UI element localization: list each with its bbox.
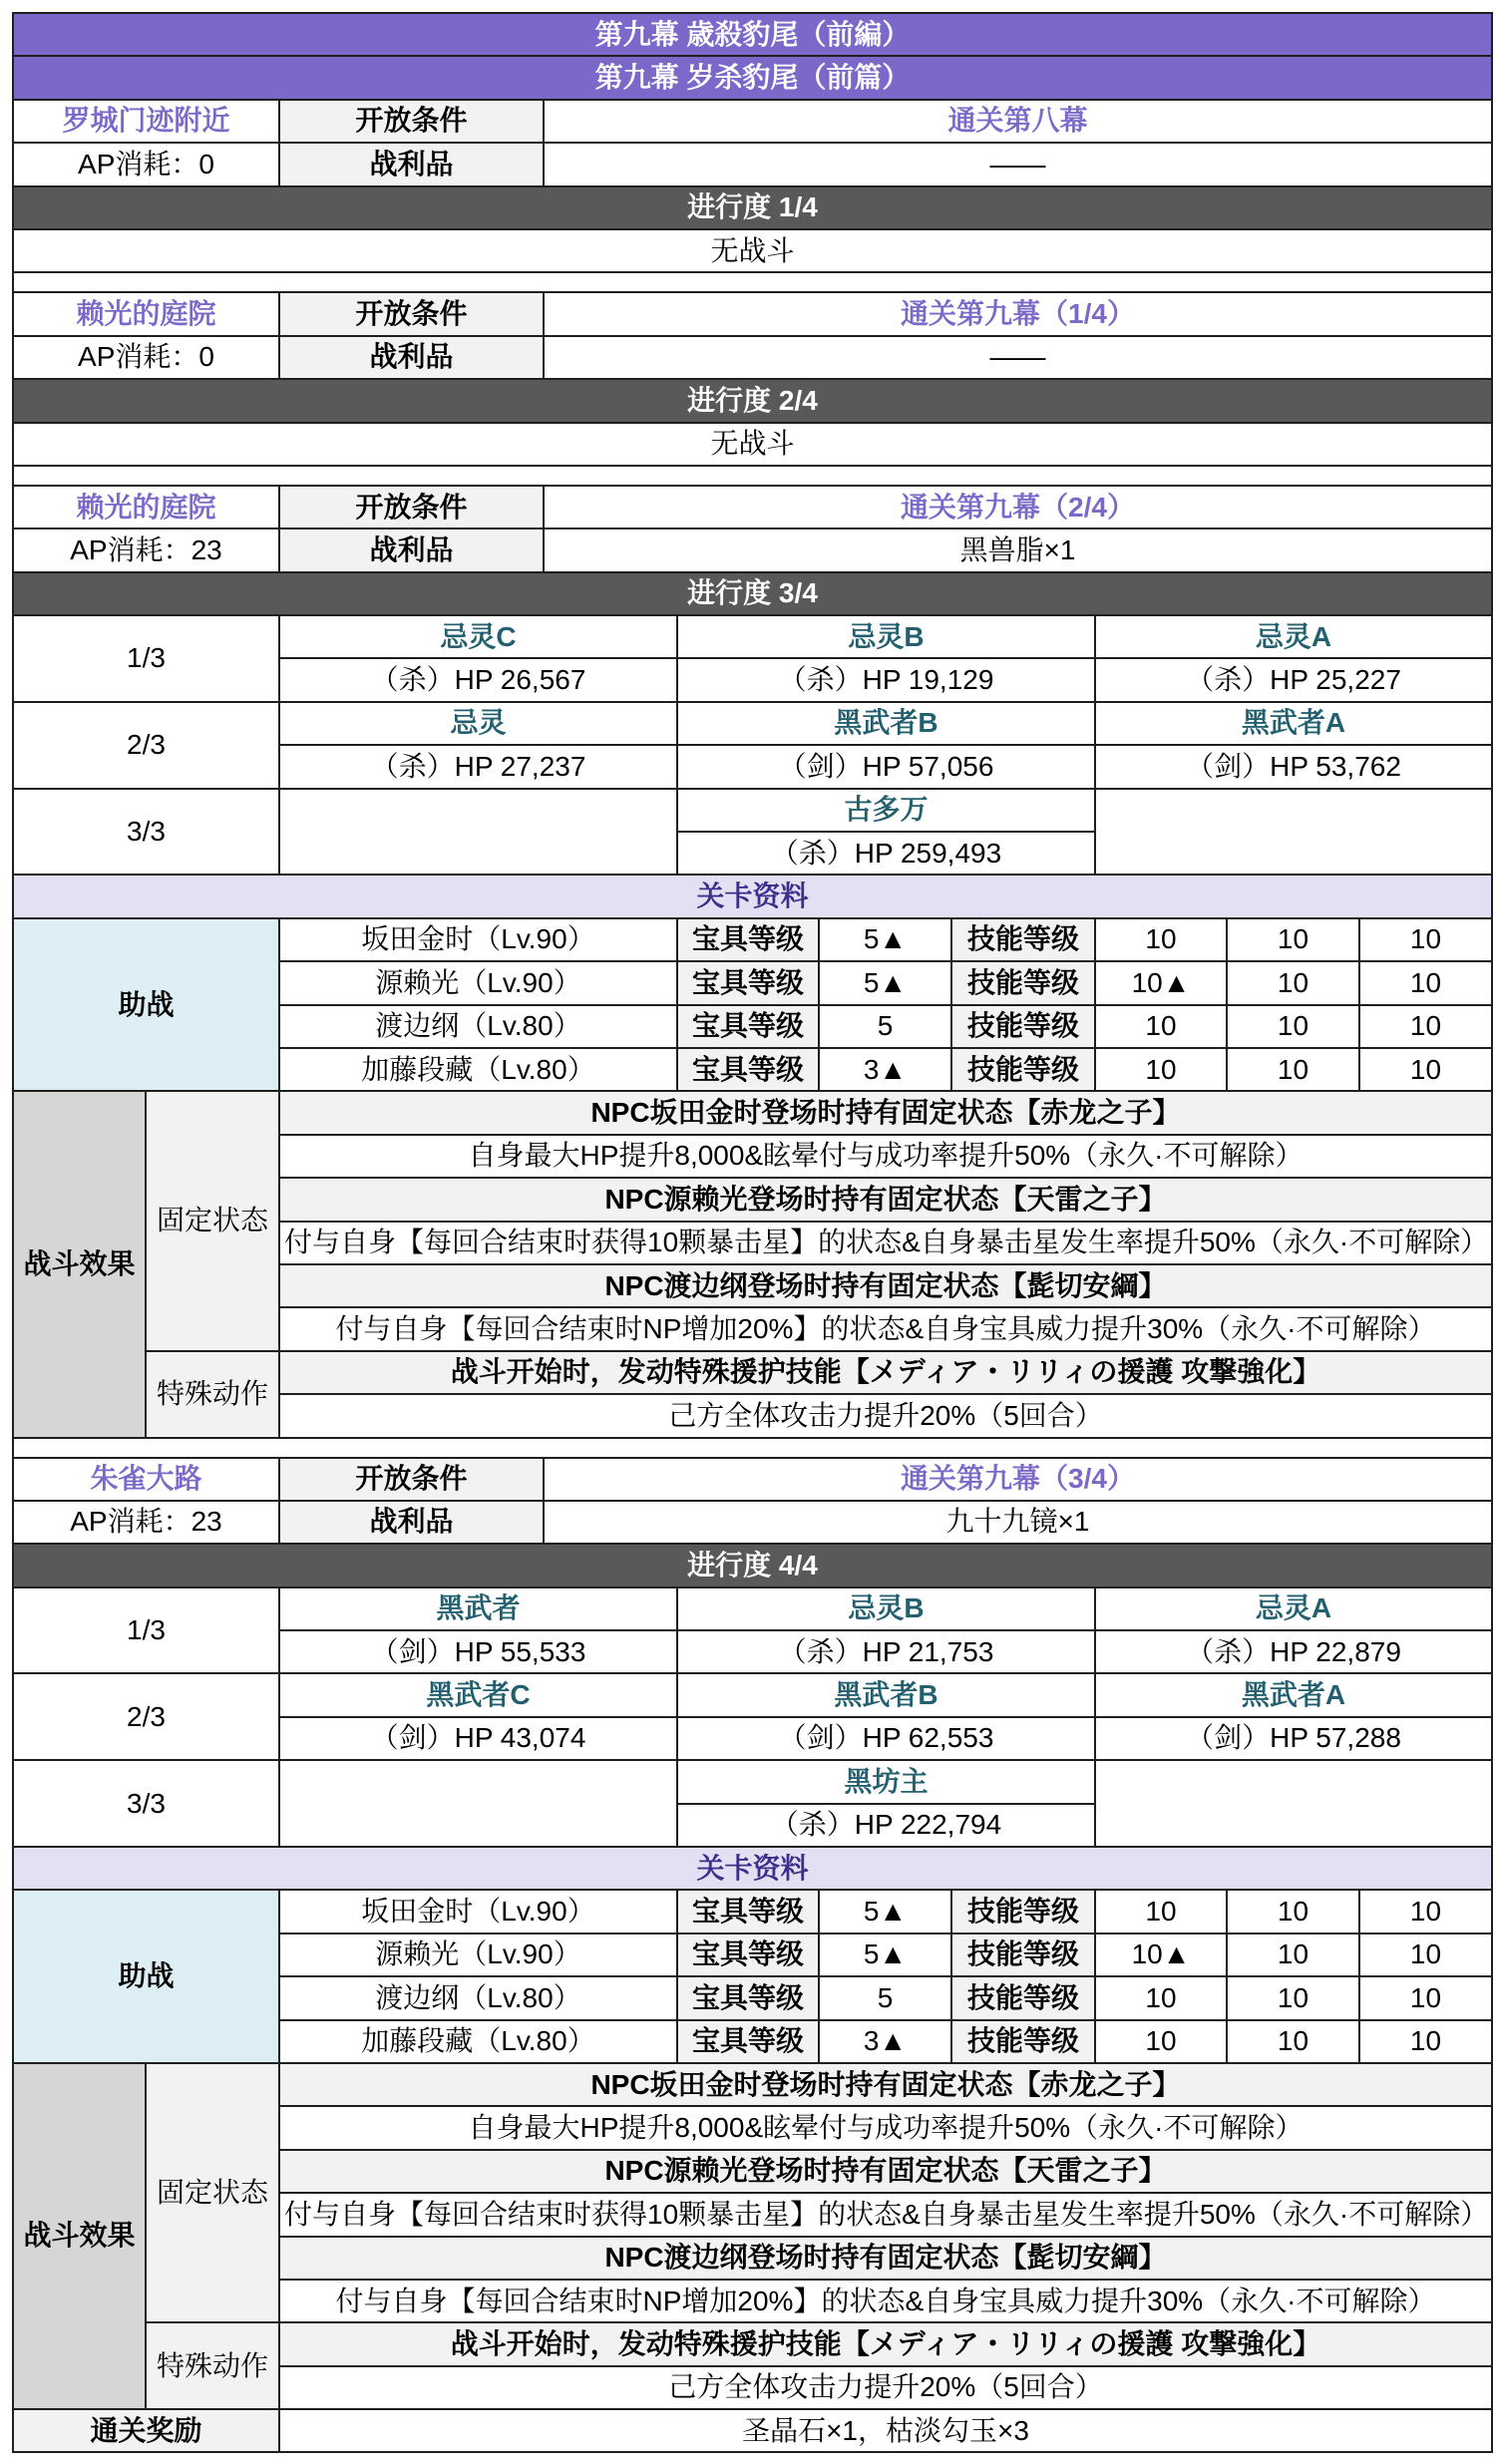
quest-2-header-row: [13, 292, 1492, 335]
np-level-label: 宝具等级: [677, 1005, 819, 1048]
np-level-label: 宝具等级: [677, 961, 819, 1004]
support-name: 坂田金时（Lv.90）: [279, 918, 677, 961]
drops-value: ——: [544, 336, 1492, 379]
quest-1-battle-row: [13, 229, 1492, 272]
skill-3-level: 10: [1359, 1890, 1492, 1933]
quest-1-ap-row: [13, 143, 1492, 185]
skill-1-level: 10: [1095, 1890, 1227, 1933]
open-condition-value: 通关第九幕（1/4）: [544, 292, 1492, 335]
enemy-name: 黑武者C: [279, 1673, 677, 1716]
spacer-row: [13, 272, 1492, 292]
progress-header: 进行度 1/4: [13, 186, 1492, 229]
quest-location: 赖光的庭院: [13, 486, 279, 528]
effect-title: NPC渡边纲登场时持有固定状态【髭切安綱】: [279, 2237, 1492, 2280]
wave-name-row: [13, 702, 1492, 745]
drops-value: 九十九镜×1: [544, 1501, 1492, 1544]
enemy-name: 黑武者A: [1095, 1673, 1492, 1716]
drops-label: 战利品: [279, 528, 544, 571]
effect-title: NPC坂田金时登场时持有固定状态【赤龙之子】: [279, 2063, 1492, 2106]
np-level-value: 3▲: [819, 2020, 951, 2063]
wave-label: 1/3: [13, 1587, 279, 1674]
np-level-label: 宝具等级: [677, 918, 819, 961]
wave-label: 2/3: [13, 1673, 279, 1760]
skill-2-level: 10: [1227, 918, 1359, 961]
effect-title: NPC源赖光登场时持有固定状态【天雷之子】: [279, 2150, 1492, 2193]
skill-3-level: 10: [1359, 1976, 1492, 2019]
quest-1-progress-row: [13, 186, 1492, 229]
enemy-stats: （剑）HP 55,533: [279, 1630, 677, 1673]
effect-title: NPC渡边纲登场时持有固定状态【髭切安綱】: [279, 1264, 1492, 1307]
spacer-row: [13, 1438, 1492, 1458]
empty-enemy-slot: [279, 1760, 677, 1847]
enemy-name: 忌灵B: [677, 1587, 1095, 1630]
enemy-stats: （杀）HP 26,567: [279, 658, 677, 701]
open-condition-value: 通关第九幕（3/4）: [544, 1458, 1492, 1501]
skill-2-level: 10: [1227, 961, 1359, 1004]
np-level-value: 3▲: [819, 1048, 951, 1091]
support-name: 加藤段藏（Lv.80）: [279, 1048, 677, 1091]
enemy-stats: （剑）HP 62,553: [677, 1717, 1095, 1760]
skill-2-level: 10: [1227, 1890, 1359, 1933]
enemy-stats: （杀）HP 27,237: [279, 745, 677, 788]
quest-1-header-row: [13, 100, 1492, 143]
progress-header: 进行度 4/4: [13, 1544, 1492, 1586]
ap-cost: AP消耗：23: [13, 528, 279, 571]
skill-2-level: 10: [1227, 1005, 1359, 1048]
enemy-stats: （杀）HP 22,879: [1095, 1630, 1492, 1673]
effect-description: 付与自身【每回合结束时获得10颗暴击星】的状态&自身暴击星发生率提升50%（永久·不可解除）: [279, 1222, 1492, 1264]
np-level-value: 5▲: [819, 961, 951, 1004]
special-action-label: 特殊动作: [146, 2322, 279, 2409]
drops-label: 战利品: [279, 143, 544, 185]
support-row: [13, 918, 1492, 961]
level-info-row: [13, 1847, 1492, 1890]
np-level-value: 5▲: [819, 918, 951, 961]
effect-description: 付与自身【每回合结束时NP增加20%】的状态&自身宝具威力提升30%（永久·不可解除）: [279, 1307, 1492, 1350]
support-label: 助战: [13, 918, 279, 1092]
spacer-cell: [13, 466, 1492, 486]
effect-title: 战斗开始时，发动特殊援护技能【メディア・リリィの援護 攻撃強化】: [279, 2322, 1492, 2365]
skill-level-label: 技能等级: [951, 961, 1095, 1004]
effect-row: [13, 2322, 1492, 2365]
effect-title: 战斗开始时，发动特殊援护技能【メディア・リリィの援護 攻撃強化】: [279, 1351, 1492, 1394]
support-label: 助战: [13, 1890, 279, 2063]
enemy-stats: （剑）HP 57,288: [1095, 1717, 1492, 1760]
skill-3-level: 10: [1359, 961, 1492, 1004]
enemy-name: 忌灵A: [1095, 615, 1492, 658]
skill-2-level: 10: [1227, 1976, 1359, 2019]
support-name: 源赖光（Lv.90）: [279, 1934, 677, 1976]
quest-4-ap-row: [13, 1501, 1492, 1544]
drops-value: ——: [544, 143, 1492, 185]
boss-name: 黑坊主: [677, 1760, 1095, 1803]
fixed-state-label: 固定状态: [146, 2063, 279, 2322]
progress-header: 进行度 2/4: [13, 379, 1492, 422]
effect-row: [13, 2063, 1492, 2106]
support-name: 坂田金时（Lv.90）: [279, 1890, 677, 1933]
special-action-label: 特殊动作: [146, 1351, 279, 1438]
np-level-label: 宝具等级: [677, 2020, 819, 2063]
enemy-stats: （杀）HP 25,227: [1095, 658, 1492, 701]
wave-name-row: [13, 1760, 1492, 1803]
spacer-row: [13, 466, 1492, 486]
skill-level-label: 技能等级: [951, 1976, 1095, 2019]
empty-enemy-slot: [279, 789, 677, 876]
wave-label: 1/3: [13, 615, 279, 702]
battle-info: 无战斗: [13, 229, 1492, 272]
np-level-value: 5▲: [819, 1934, 951, 1976]
support-name: 渡边纲（Lv.80）: [279, 1976, 677, 2019]
enemy-stats: （剑）HP 53,762: [1095, 745, 1492, 788]
quest-location: 赖光的庭院: [13, 292, 279, 335]
enemy-stats: （剑）HP 57,056: [677, 745, 1095, 788]
effect-row: [13, 1351, 1492, 1394]
enemy-name: 忌灵B: [677, 615, 1095, 658]
quest-3-ap-row: [13, 528, 1492, 571]
effect-description: 自身最大HP提升8,000&眩晕付与成功率提升50%（永久·不可解除）: [279, 1135, 1492, 1178]
boss-name: 古多万: [677, 789, 1095, 832]
battle-effects-label: 战斗效果: [13, 1091, 146, 1437]
enemy-name: 忌灵A: [1095, 1587, 1492, 1630]
level-info-header: 关卡资料: [13, 1847, 1492, 1890]
support-name: 源赖光（Lv.90）: [279, 961, 677, 1004]
clear-reward-row: [13, 2409, 1492, 2452]
skill-level-label: 技能等级: [951, 1934, 1095, 1976]
ap-cost: AP消耗：23: [13, 1501, 279, 1544]
wave-label: 2/3: [13, 702, 279, 789]
effect-description: 付与自身【每回合结束时NP增加20%】的状态&自身宝具威力提升30%（永久·不可解除）: [279, 2280, 1492, 2322]
wave-name-row: [13, 1673, 1492, 1716]
open-condition-label: 开放条件: [279, 486, 544, 528]
skill-3-level: 10: [1359, 1934, 1492, 1976]
skill-1-level: 10: [1095, 2020, 1227, 2063]
open-condition-value: 通关第八幕: [544, 100, 1492, 143]
np-level-label: 宝具等级: [677, 1048, 819, 1091]
effect-description: 自身最大HP提升8,000&眩晕付与成功率提升50%（永久·不可解除）: [279, 2106, 1492, 2149]
drops-value: 黑兽脂×1: [544, 528, 1492, 571]
effect-title: NPC坂田金时登场时持有固定状态【赤龙之子】: [279, 1091, 1492, 1134]
effect-description: 付与自身【每回合结束时获得10颗暴击星】的状态&自身暴击星发生率提升50%（永久·不可解除）: [279, 2193, 1492, 2236]
np-level-value: 5▲: [819, 1890, 951, 1933]
progress-header: 进行度 3/4: [13, 572, 1492, 615]
spacer-cell: [13, 272, 1492, 292]
skill-2-level: 10: [1227, 1934, 1359, 1976]
enemy-stats: （杀）HP 21,753: [677, 1630, 1095, 1673]
quest-guide-table: [12, 12, 1493, 2453]
quest-2-progress-row: [13, 379, 1492, 422]
open-condition-label: 开放条件: [279, 1458, 544, 1501]
effect-description: 己方全体攻击力提升20%（5回合）: [279, 2366, 1492, 2409]
skill-2-level: 10: [1227, 2020, 1359, 2063]
wave-name-row: [13, 789, 1492, 832]
skill-1-level: 10▲: [1095, 1934, 1227, 1976]
quest-location: 罗城门迹附近: [13, 100, 279, 143]
skill-3-level: 10: [1359, 1005, 1492, 1048]
support-name: 渡边纲（Lv.80）: [279, 1005, 677, 1048]
drops-label: 战利品: [279, 1501, 544, 1544]
enemy-name: 黑武者: [279, 1587, 677, 1630]
skill-level-label: 技能等级: [951, 2020, 1095, 2063]
quest-3-header-row: [13, 486, 1492, 528]
quest-4-progress-row: [13, 1544, 1492, 1586]
skill-level-label: 技能等级: [951, 1005, 1095, 1048]
drops-label: 战利品: [279, 336, 544, 379]
ap-cost: AP消耗：0: [13, 143, 279, 185]
quest-4-header-row: [13, 1458, 1492, 1501]
spacer-cell: [13, 1438, 1492, 1458]
skill-level-label: 技能等级: [951, 1048, 1095, 1091]
effect-title: NPC源赖光登场时持有固定状态【天雷之子】: [279, 1178, 1492, 1221]
quest-3-progress-row: [13, 572, 1492, 615]
battle-info: 无战斗: [13, 423, 1492, 466]
skill-1-level: 10: [1095, 1048, 1227, 1091]
enemy-name: 黑武者B: [677, 702, 1095, 745]
skill-3-level: 10: [1359, 918, 1492, 961]
wave-label: 3/3: [13, 789, 279, 876]
support-row: [13, 1890, 1492, 1933]
skill-1-level: 10: [1095, 918, 1227, 961]
boss-stats: （杀）HP 222,794: [677, 1804, 1095, 1847]
title-row-cn: [13, 56, 1492, 99]
fixed-state-label: 固定状态: [146, 1091, 279, 1350]
np-level-label: 宝具等级: [677, 1934, 819, 1976]
clear-reward-value: 圣晶石×1，枯淡勾玉×3: [279, 2409, 1492, 2452]
enemy-name: 忌灵C: [279, 615, 677, 658]
np-level-label: 宝具等级: [677, 1976, 819, 2019]
open-condition-label: 开放条件: [279, 292, 544, 335]
title-row-jp: [13, 13, 1492, 56]
open-condition-label: 开放条件: [279, 100, 544, 143]
skill-3-level: 10: [1359, 2020, 1492, 2063]
clear-reward-label: 通关奖励: [13, 2409, 279, 2452]
boss-stats: （杀）HP 259,493: [677, 832, 1095, 875]
quest-location: 朱雀大路: [13, 1458, 279, 1501]
quest-2-battle-row: [13, 423, 1492, 466]
skill-level-label: 技能等级: [951, 918, 1095, 961]
enemy-stats: （杀）HP 19,129: [677, 658, 1095, 701]
enemy-name: 黑武者A: [1095, 702, 1492, 745]
skill-1-level: 10: [1095, 1005, 1227, 1048]
effect-row: [13, 1091, 1492, 1134]
skill-level-label: 技能等级: [951, 1890, 1095, 1933]
open-condition-value: 通关第九幕（2/4）: [544, 486, 1492, 528]
enemy-name: 忌灵: [279, 702, 677, 745]
np-level-label: 宝具等级: [677, 1890, 819, 1933]
page-title-jp: 第九幕 歳殺豹尾（前編）: [13, 13, 1492, 56]
effect-description: 己方全体攻击力提升20%（5回合）: [279, 1394, 1492, 1437]
wave-name-row: [13, 1587, 1492, 1630]
ap-cost: AP消耗：0: [13, 336, 279, 379]
skill-2-level: 10: [1227, 1048, 1359, 1091]
skill-1-level: 10: [1095, 1976, 1227, 2019]
skill-3-level: 10: [1359, 1048, 1492, 1091]
empty-enemy-slot: [1095, 1760, 1492, 1847]
page-title-cn: 第九幕 岁杀豹尾（前篇）: [13, 56, 1492, 99]
battle-effects-label: 战斗效果: [13, 2063, 146, 2409]
enemy-stats: （剑）HP 43,074: [279, 1717, 677, 1760]
enemy-name: 黑武者B: [677, 1673, 1095, 1716]
np-level-value: 5: [819, 1005, 951, 1048]
quest-2-ap-row: [13, 336, 1492, 379]
wave-label: 3/3: [13, 1760, 279, 1847]
support-name: 加藤段藏（Lv.80）: [279, 2020, 677, 2063]
np-level-value: 5: [819, 1976, 951, 2019]
skill-1-level: 10▲: [1095, 961, 1227, 1004]
level-info-row: [13, 875, 1492, 917]
empty-enemy-slot: [1095, 789, 1492, 876]
level-info-header: 关卡资料: [13, 875, 1492, 917]
wave-name-row: [13, 615, 1492, 658]
